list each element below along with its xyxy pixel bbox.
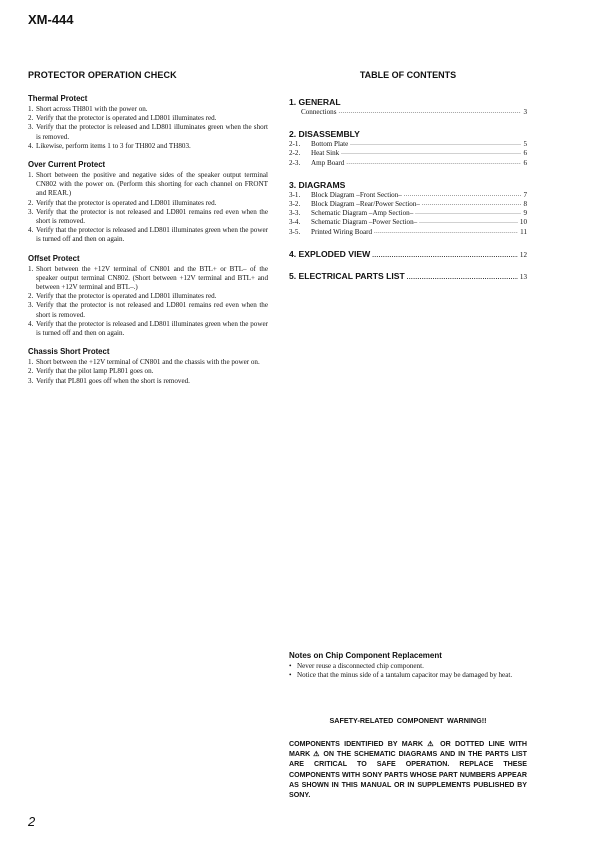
toc-entry[interactable]: 3-2. Block Diagram –Rear/Power Section– ..... 8 (289, 200, 527, 209)
protector-title: PROTECTOR OPERATION CHECK (28, 70, 177, 80)
step-item: 1. Short between the +12V terminal of CN801 and the BTL+ or BTL– of the speaker output terminal CN802. (Short between +12V terminal and BTL+ and between +12V terminal and BTL–.) (28, 264, 268, 292)
notes-title: Notes on Chip Component Replacement (289, 651, 442, 660)
step-list (28, 358, 268, 386)
toc-entry[interactable]: 2-1. Bottom Plate ..... 5 (289, 140, 527, 149)
toc-entry[interactable]: 3-3. Schematic Diagram –Amp Section– ..... 9 (289, 209, 527, 218)
page-number: 2 (28, 814, 36, 829)
step-item: 4. Verify that the protector is released and LD801 illuminates green when the power is turned off and then on again. (28, 226, 268, 244)
toc-entry[interactable]: 3-5. Printed Wiring Board ..... 11 (289, 228, 527, 237)
step-item: 4. Likewise, perform items 1 to 3 for TH802 and TH803. (28, 141, 191, 150)
toc-entry[interactable] (289, 249, 527, 259)
step-item: 1. Short between the +12V terminal of CN801 and the chassis with the power on. (28, 358, 260, 367)
bullet-icon: • (289, 662, 292, 670)
table-of-contents (289, 70, 527, 282)
toc-title: TABLE OF CONTENTS (359, 70, 457, 80)
bullet-icon: • (289, 671, 292, 680)
note-item: • Never reuse a disconnected chip component. (289, 662, 424, 670)
toc-section-heading: 4. EXPLODED VIEW (289, 248, 371, 259)
toc-entry[interactable] (289, 271, 527, 281)
section-heading: Offset Protect (28, 253, 80, 263)
toc-section-heading[interactable]: 3. DIAGRAMS (289, 179, 346, 190)
toc-page-number: 12 (519, 250, 527, 259)
step-item: 3. Verify that PL801 goes off when the short is removed. (28, 376, 190, 385)
toc-entry[interactable]: Connections ..... 3 (289, 108, 527, 117)
notes-list (289, 662, 527, 681)
step-list (28, 105, 268, 151)
step-item: 2. Verify that the protector is operated and LD801 illuminates red. (28, 292, 217, 301)
step-item: 3. Verify that the protector is released and LD801 illuminates green when the short is removed. (28, 123, 268, 141)
safety-warning (289, 716, 527, 800)
section-heading: Thermal Protect (28, 94, 88, 103)
step-item: 1. Short across TH801 with the power on. (28, 105, 148, 113)
toc-entry[interactable]: 3-4. Schematic Diagram –Power Section– ..... 10 (289, 218, 527, 227)
step-item: 2. Verify that the protector is operated and LD801 illuminates red. (28, 198, 217, 207)
section-heading: Over Current Protect (28, 160, 106, 170)
toc-page-number: 13 (519, 272, 527, 281)
step-item: 4. Verify that the protector is released and LD801 illuminates green when the power is turned off and then on again. (28, 319, 268, 338)
step-item: 2. Verify that the protector is operated and LD801 illuminates red. (28, 114, 217, 123)
section-heading: Chassis Short Protect (28, 347, 110, 357)
step-item: 1. Short between the positive and negative sides of the speaker output terminal CN802 with the power on. (Perform this shorting for each channel on FRONT and REAR.) (28, 171, 268, 198)
warning-body: COMPONENTS IDENTIFIED BY MARK ⚠ OR DOTTED LINE WITH MARK ⚠ ON THE SCHEMATIC DIAGRAMS AND IN THE PARTS LIST ARE CRITICAL TO SAFE OPERATION. REPLACE THESE COMPONENTS WITH SONY PARTS WHOSE PART NUMBERS APPEAR AS SHOWN IN THIS MANUAL OR IN SUPPLEMENTS PUBLISHED BY SONY. (289, 740, 527, 800)
warning-title: SAFETY-RELATED COMPONENT WARNING!! (329, 716, 487, 725)
protector-section (28, 70, 268, 386)
step-list (28, 171, 268, 245)
note-item: • Notice that the minus side of a tantalum capacitor may be damaged by heat. (289, 671, 513, 680)
step-item: 2. Verify that the pilot lamp PL801 goes on. (28, 367, 154, 376)
step-item: 3. Verify that the protector is not released and LD801 remains red even when the short is removed. (28, 207, 268, 226)
toc-entry[interactable]: 2-2. Heat Sink ..... 6 (289, 149, 527, 158)
toc-entry[interactable]: 3-1. Block Diagram –Front Section– ..... 7 (289, 191, 527, 200)
step-item: 3. Verify that the protector is not released and LD801 remains red even when the short is removed. (28, 301, 268, 319)
model-number: XM-444 (28, 12, 74, 27)
toc-section-heading[interactable]: 2. DISASSEMBLY (289, 129, 360, 140)
step-list (28, 265, 268, 339)
toc-entry[interactable]: 2-3. Amp Board ..... 6 (289, 159, 527, 168)
toc-section-heading[interactable]: 1. GENERAL (289, 97, 341, 107)
chip-notes (289, 651, 527, 681)
toc-section-heading: 5. ELECTRICAL PARTS LIST (289, 270, 405, 281)
